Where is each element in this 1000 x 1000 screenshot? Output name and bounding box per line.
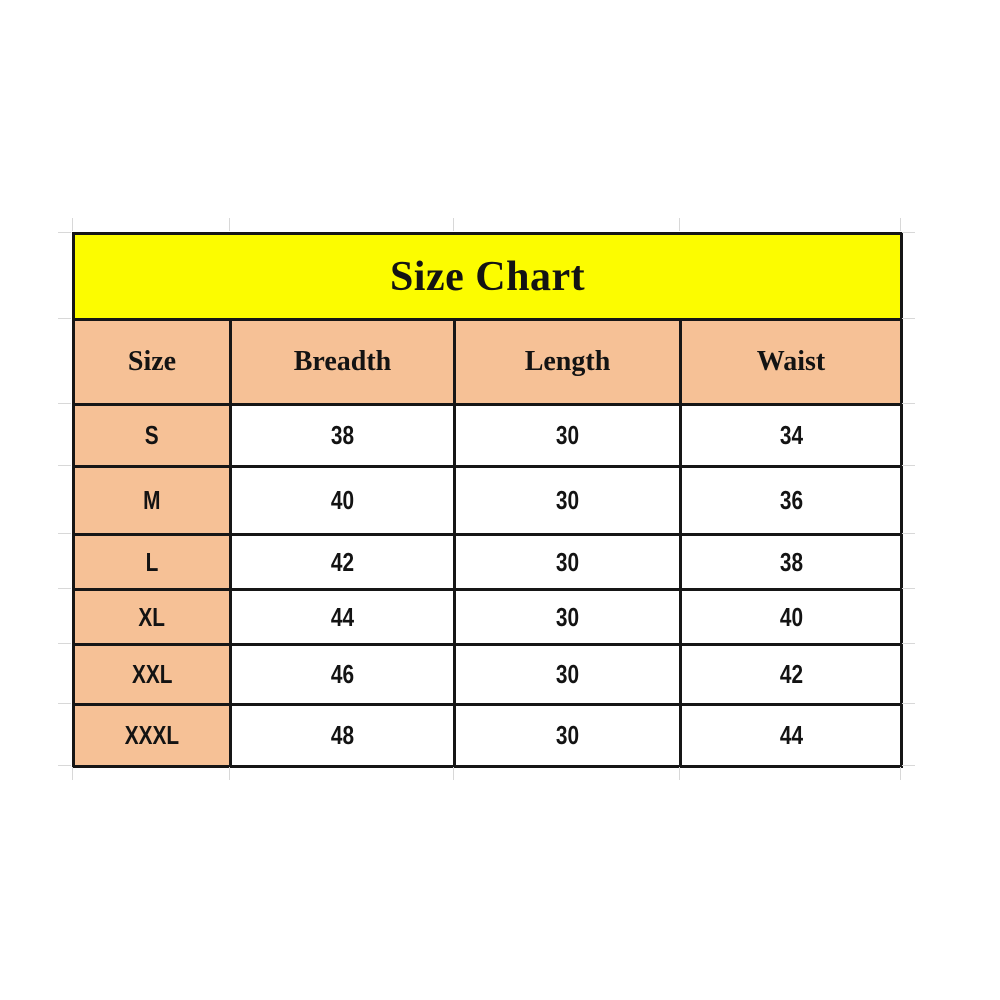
column-header-length: Length <box>455 320 681 405</box>
value-cell <box>231 645 455 705</box>
table-row <box>74 405 902 467</box>
gridline-stub <box>72 767 73 780</box>
gridline-stub <box>902 465 915 466</box>
value-cell <box>681 590 902 645</box>
value-cell <box>681 645 902 705</box>
gridline-stub <box>902 403 915 404</box>
table-row <box>74 590 902 645</box>
size-chart-table <box>72 232 903 768</box>
value-cell <box>231 405 455 467</box>
value-cell <box>231 535 455 590</box>
breadth-value: 42 <box>330 546 355 577</box>
size-label-text: L <box>145 546 159 577</box>
row-size-label <box>74 535 231 590</box>
size-label-text: XL <box>138 601 166 632</box>
chart-title: Size Chart <box>74 234 902 320</box>
waist-value: 44 <box>779 720 803 750</box>
gridline-stub <box>900 218 901 231</box>
waist-value: 36 <box>779 485 803 515</box>
gridline-stub <box>900 767 901 780</box>
row-size-label <box>74 645 231 705</box>
length-value: 30 <box>555 546 580 577</box>
table-row <box>74 535 902 590</box>
table-row <box>74 705 902 767</box>
gridline-stub <box>72 218 73 231</box>
gridline-stub <box>58 765 71 766</box>
waist-value: 40 <box>779 601 803 632</box>
gridline-stub <box>902 232 915 233</box>
gridline-stub <box>58 318 71 319</box>
gridline-stub <box>902 643 915 644</box>
gridline-stub <box>229 218 230 231</box>
value-cell <box>681 405 902 467</box>
title-row <box>74 234 902 320</box>
length-value: 30 <box>555 601 580 632</box>
gridline-stub <box>58 232 71 233</box>
value-cell <box>231 467 455 535</box>
value-cell <box>231 590 455 645</box>
breadth-value: 46 <box>330 659 355 689</box>
gridline-stub <box>453 767 454 780</box>
gridline-stub <box>58 588 71 589</box>
column-header-waist: Waist <box>681 320 902 405</box>
size-label-text: S <box>145 420 159 450</box>
value-cell <box>455 535 681 590</box>
gridline-stub <box>58 403 71 404</box>
waist-value: 34 <box>779 420 803 450</box>
row-size-label <box>74 705 231 767</box>
waist-value: 38 <box>779 546 803 577</box>
value-cell <box>681 535 902 590</box>
value-cell <box>681 705 902 767</box>
column-header-breadth: Breadth <box>231 320 455 405</box>
header-row <box>74 320 902 405</box>
size-label-text: XXL <box>131 659 173 689</box>
value-cell <box>455 467 681 535</box>
row-size-label <box>74 467 231 535</box>
row-size-label <box>74 590 231 645</box>
value-cell <box>455 405 681 467</box>
value-cell <box>455 645 681 705</box>
table-row <box>74 645 902 705</box>
gridline-stub <box>902 318 915 319</box>
waist-value: 42 <box>779 659 803 689</box>
length-value: 30 <box>555 420 580 450</box>
gridline-stub <box>453 218 454 231</box>
value-cell <box>455 705 681 767</box>
breadth-value: 40 <box>330 485 355 515</box>
table-row <box>74 467 902 535</box>
length-value: 30 <box>555 485 580 515</box>
breadth-value: 44 <box>330 601 355 632</box>
gridline-stub <box>902 533 915 534</box>
gridline-stub <box>58 465 71 466</box>
gridline-stub <box>58 643 71 644</box>
breadth-value: 38 <box>330 420 355 450</box>
value-cell <box>455 590 681 645</box>
gridline-stub <box>58 703 71 704</box>
gridline-stub <box>902 765 915 766</box>
gridline-stub <box>679 218 680 231</box>
gridline-stub <box>902 588 915 589</box>
value-cell <box>231 705 455 767</box>
gridline-stub <box>902 703 915 704</box>
row-size-label <box>74 405 231 467</box>
value-cell <box>681 467 902 535</box>
breadth-value: 48 <box>330 720 355 750</box>
length-value: 30 <box>555 720 580 750</box>
column-header-size: Size <box>74 320 231 405</box>
gridline-stub <box>679 767 680 780</box>
gridline-stub <box>229 767 230 780</box>
size-label-text: M <box>143 485 161 515</box>
gridline-stub <box>58 533 71 534</box>
length-value: 30 <box>555 659 580 689</box>
size-label-text: XXXL <box>124 720 180 750</box>
